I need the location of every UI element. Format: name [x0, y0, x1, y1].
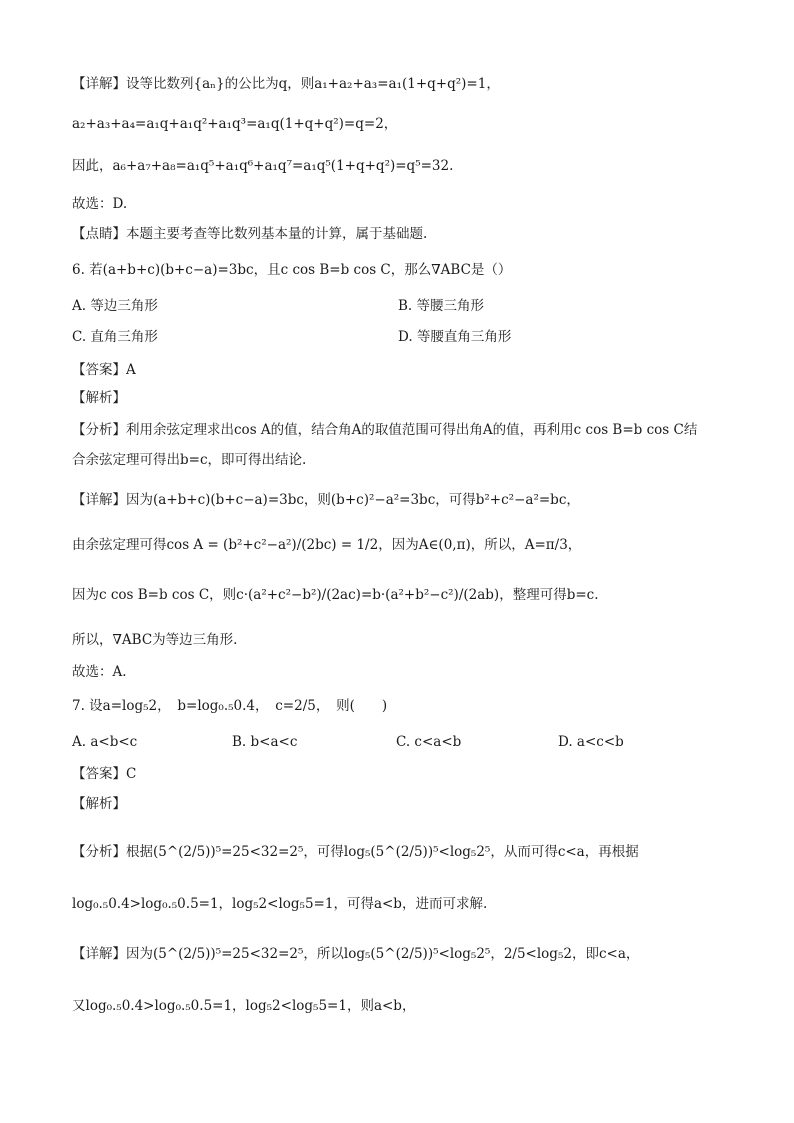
answer-option: A. 等边三角形	[72, 298, 158, 314]
answer-option: D. 等腰直角三角形	[398, 329, 512, 345]
text-line: 【详解】因为(a+b+c)(b+c−a)=3bc，则(b+c)²−a²=3bc，可得b²+c²−a²=bc，	[72, 492, 580, 508]
answer-option: B. 等腰三角形	[398, 298, 485, 314]
answer-option: D. a<c<b	[558, 734, 624, 750]
text-line: 故选：D.	[72, 196, 128, 212]
answer-option: C. c<a<b	[396, 734, 462, 750]
text-line: 【解析】	[72, 390, 126, 406]
text-line: 【答案】A	[72, 362, 136, 378]
text-line: 【详解】设等比数列{aₙ}的公比为q，则a₁+a₂+a₃=a₁(1+q+q²)=1，	[72, 76, 500, 92]
text-line: 由余弦定理可得cos A = (b²+c²−a²)/(2bc) = 1/2，因为A∈(0,π)，所以，A=π/3，	[72, 537, 582, 553]
text-line: a₂+a₃+a₄=a₁q+a₁q²+a₁q³=a₁q(1+q+q²)=q=2，	[72, 116, 398, 132]
text-line: 【分析】根据(5^(2/5))⁵=25<32=2⁵，可得log₅(5^(2/5))⁵<log₅2⁵，从而可得c<a，再根据	[72, 844, 639, 860]
text-line: 【分析】利用余弦定理求出cos A的值，结合角A的取值范围可得出角A的值，再利用c cos B=b cos C结	[72, 422, 698, 438]
text-line: 【答案】C	[72, 766, 137, 782]
text-line: 【点睛】本题主要考查等比数列基本量的计算，属于基础题.	[72, 226, 428, 242]
text-line: log₀.₅0.4>log₀.₅0.5=1，log₅2<log₅5=1，可得a<b，进而可求解.	[72, 896, 488, 912]
text-line: 所以，∇ABC为等边三角形.	[72, 632, 238, 648]
text-line: 6. 若(a+b+c)(b+c−a)=3bc，且c cos B=b cos C，那么∇ABC是（）	[72, 262, 512, 278]
answer-option: C. 直角三角形	[72, 329, 158, 345]
text-line: 合余弦定理可得出b=c，即可得出结论.	[72, 452, 307, 468]
text-line: 【详解】因为(5^(2/5))⁵=25<32=2⁵，所以log₅(5^(2/5))⁵<log₅2⁵，2/5<log₅2，即c<a，	[72, 946, 640, 962]
answer-option: A. a<b<c	[72, 734, 138, 750]
text-line: 又log₀.₅0.4>log₀.₅0.5=1，log₅2<log₅5=1，则a<b，	[72, 998, 416, 1014]
text-line: 【解析】	[72, 796, 126, 812]
text-line: 因为c cos B=b cos C，则c·(a²+c²−b²)/(2ac)=b·(a²+b²−c²)/(2ab)，整理可得b=c.	[72, 587, 599, 603]
answer-option: B. b<a<c	[232, 734, 298, 750]
text-line: 7. 设a=log₅2， b=log₀.₅0.4， c=2/5， 则( )	[72, 698, 388, 714]
text-line: 因此，a₆+a₇+a₈=a₁q⁵+a₁q⁶+a₁q⁷=a₁q⁵(1+q+q²)=q⁵=32.	[72, 158, 454, 174]
text-line: 故选：A.	[72, 664, 127, 680]
